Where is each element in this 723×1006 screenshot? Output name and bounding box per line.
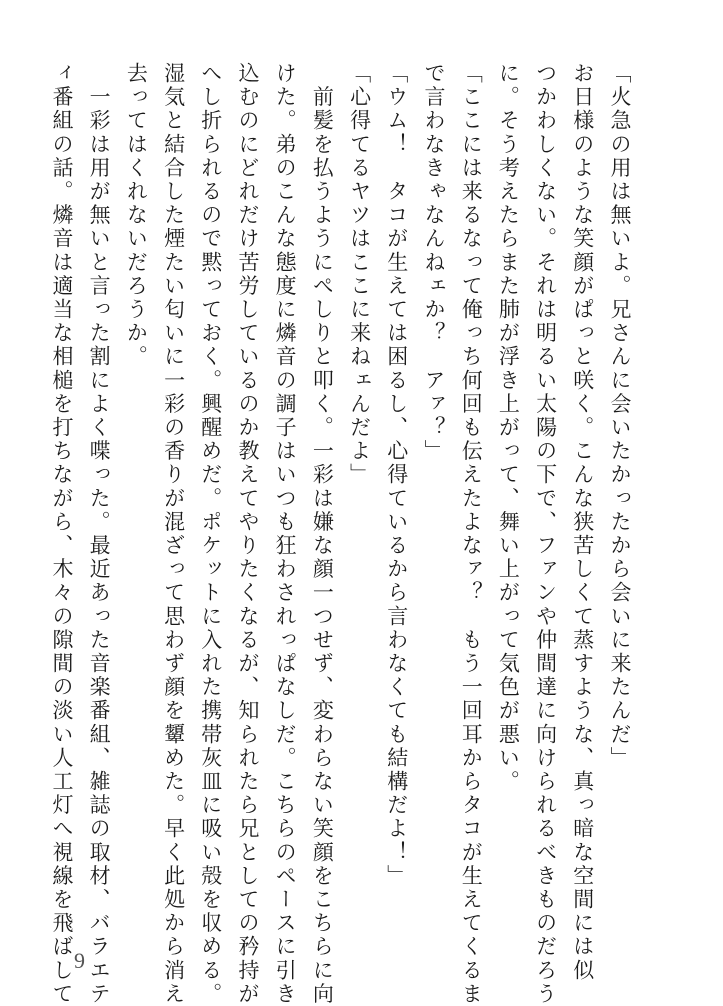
text-line: けた。弟のこんな態度に燐音の調子はいつも狂わされっぱなしだ。こちらのペースに引き <box>273 62 298 1006</box>
text-line: 「ここには来るなって俺っち何回も伝えたよなァ？ もう一回耳からタコが生えてくるま <box>459 62 484 1006</box>
text-line: で言わなきゃなんねェか？ アァ？」 <box>421 62 446 464</box>
text-line: へし折られるので黙っておく。興醒めだ。ポケットに入れた携帯灰皿に吸い殻を収める。 <box>198 62 223 1006</box>
text-line: お日様のような笑顔がぱっと咲く。こんな狭苦しくて蒸すような、真っ暗な空間には似 <box>570 62 595 983</box>
page-number: 9 <box>74 948 85 973</box>
text-line: つかわしくない。それは明るい太陽の下で、ファンや仲間達に向けられるべきものだろう <box>533 62 558 1006</box>
text-line: ィ番組の話。燐音は適当な相槌を打ちながら、木々の隙間の淡い人工灯へ視線を飛ばして <box>49 62 74 1006</box>
vertical-text-block <box>49 62 638 1006</box>
text-line: 湿気と結合した煙たい匂いに一彩の香りが混ざって思わず顔を顰めた。早く此処から消え <box>161 62 186 1006</box>
text-line: 「火急の用は無いよ。兄さんに会いたかったから会いに来たんだ」 <box>608 62 632 770</box>
text-line: 「ウム！ タコが生えては困るし、心得ているから言わなくても結構だよ！」 <box>384 62 409 888</box>
text-line: 「心得てるヤツはここに来ねェんだよ」 <box>347 62 372 487</box>
text-line: 一彩は用が無いと言った割によく喋った。最近あった音楽番組、雑誌の取材、バラエテ <box>87 62 112 1006</box>
text-line: 込むのにどれだけ苦労しているのか教えてやりたくなるが、知られたら兄としての矜持が <box>235 62 260 1006</box>
text-line: 去ってはくれないだろうか。 <box>124 62 149 369</box>
text-line: に。そう考えたらまた肺が浮き上がって、舞い上がって気色が悪い。 <box>496 62 521 794</box>
text-line: 前髪を払うようにぺしりと叩く。一彩は嫌な顔一つせず、変わらない笑顔をこちらに向 <box>310 62 335 1006</box>
